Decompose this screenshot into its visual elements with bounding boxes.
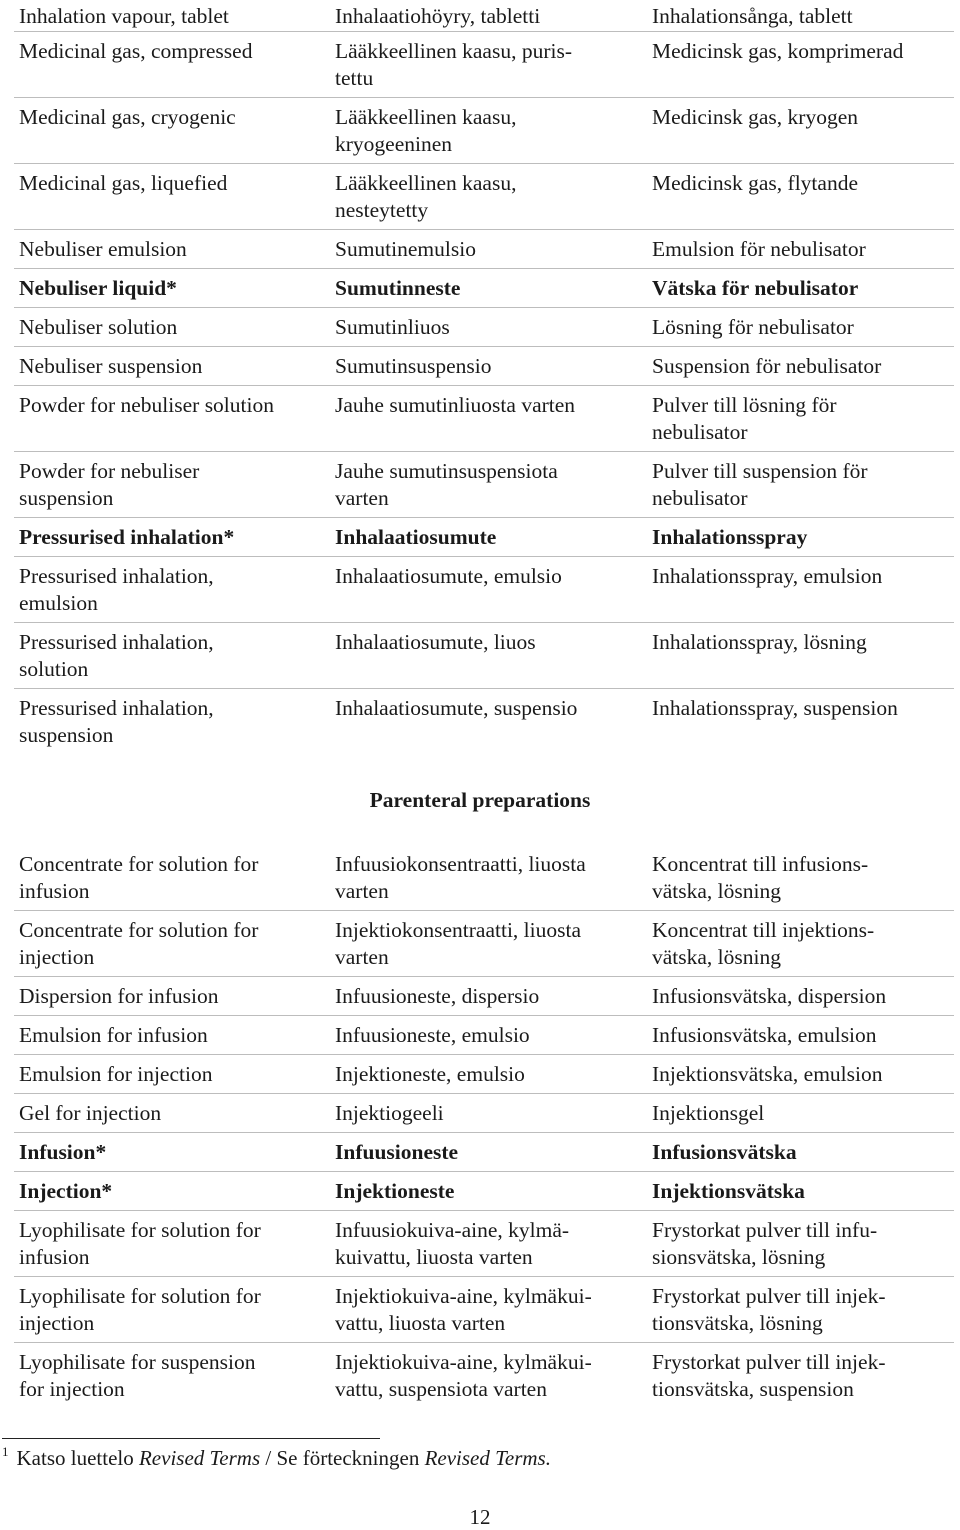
table-row <box>14 689 954 755</box>
cell-swedish: Lösning för nebulisator <box>652 315 854 339</box>
inhalation-table <box>14 0 954 755</box>
table-row <box>14 1133 954 1172</box>
table-row <box>14 269 954 308</box>
table-row <box>14 452 954 518</box>
table-row <box>14 1172 954 1211</box>
cell-swedish: Inhalationsspray, lösning <box>652 630 867 654</box>
cell-english: Emulsion for injection <box>19 1062 213 1086</box>
cell-english: Powder for nebuliser solution <box>19 393 274 417</box>
cell-finnish: Inhalaatiosumute <box>335 525 497 549</box>
cell-swedish: Injektionsvätska <box>652 1179 805 1203</box>
table-row <box>14 230 954 269</box>
table-row <box>14 347 954 386</box>
table-row <box>14 0 954 32</box>
footnote-italic-b: Revised Terms. <box>424 1446 551 1470</box>
cell-swedish: Injektionsgel <box>652 1101 765 1125</box>
cell-finnish: Lääkkeellinen kaasu, nesteytetty <box>335 171 517 222</box>
cell-swedish: Infusionsvätska <box>652 1140 797 1164</box>
cell-finnish: Infuusiokuiva-aine, kylmä- kuivattu, liuosta varten <box>335 1218 570 1269</box>
cell-finnish: Sumutinemulsio <box>335 237 476 261</box>
footnote-text-a: Katso luettelo <box>16 1446 139 1470</box>
table-row <box>14 1343 954 1409</box>
table-row <box>14 1277 954 1343</box>
cell-english: Pressurised inhalation, suspension <box>19 696 214 747</box>
cell-swedish: Frystorkat pulver till infu- sionsvätska, lösning <box>652 1218 878 1269</box>
footnote-italic-a: Revised Terms <box>138 1446 261 1470</box>
cell-swedish: Inhalationsspray, suspension <box>652 696 898 720</box>
cell-english: Pressurised inhalation* <box>19 525 235 549</box>
cell-swedish: Pulver till suspension för nebulisator <box>652 459 868 510</box>
cell-finnish: Inhalaatiosumute, suspensio <box>335 696 578 720</box>
section-title: Parenteral preparations <box>369 788 591 812</box>
cell-swedish: Medicinsk gas, komprimerad <box>652 39 904 63</box>
cell-swedish: Inhalationsspray <box>652 525 808 549</box>
cell-finnish: Injektiokonsentraatti, liuosta varten <box>335 918 582 969</box>
table-row <box>14 557 954 623</box>
cell-finnish: Inhalaatiohöyry, tabletti <box>335 4 541 28</box>
cell-finnish: Injektiogeeli <box>335 1101 444 1125</box>
cell-swedish: Koncentrat till injektions- vätska, lösning <box>652 918 875 969</box>
cell-english: Inhalation vapour, tablet <box>19 4 229 28</box>
footnote-rule <box>2 1438 380 1439</box>
parenteral-table <box>14 845 954 1409</box>
cell-swedish: Vätska för nebulisator <box>652 276 859 300</box>
table-row <box>14 1211 954 1277</box>
cell-swedish: Medicinsk gas, kryogen <box>652 105 859 129</box>
cell-swedish: Suspension för nebulisator <box>652 354 882 378</box>
cell-english: Pressurised inhalation, solution <box>19 630 214 681</box>
cell-finnish: Jauhe sumutinliuosta varten <box>335 393 576 417</box>
cell-english: Nebuliser solution <box>19 315 178 339</box>
cell-finnish: Lääkkeellinen kaasu, puris- tettu <box>335 39 573 90</box>
cell-swedish: Koncentrat till infusions- vätska, lösning <box>652 852 869 903</box>
cell-finnish: Infuusioneste, emulsio <box>335 1023 530 1047</box>
cell-english: Nebuliser liquid* <box>19 276 177 300</box>
cell-finnish: Infuusiokonsentraatti, liuosta varten <box>335 852 586 903</box>
cell-english: Emulsion for infusion <box>19 1023 208 1047</box>
cell-swedish: Medicinsk gas, flytande <box>652 171 858 195</box>
cell-swedish: Injektionsvätska, emulsion <box>652 1062 883 1086</box>
cell-english: Concentrate for solution for infusion <box>19 852 259 903</box>
cell-finnish: Injektiokuiva-aine, kylmäkui- vattu, suspensiota varten <box>335 1350 592 1401</box>
table-row <box>14 308 954 347</box>
cell-swedish: Frystorkat pulver till injek- tionsvätska, suspension <box>652 1350 886 1401</box>
cell-finnish: Sumutinneste <box>335 276 461 300</box>
cell-english: Nebuliser emulsion <box>19 237 187 261</box>
table-row <box>14 386 954 452</box>
cell-english: Pressurised inhalation, emulsion <box>19 564 214 615</box>
cell-finnish: Injektiokuiva-aine, kylmäkui- vattu, liuosta varten <box>335 1284 592 1335</box>
cell-english: Lyophilisate for suspension for injection <box>19 1350 256 1401</box>
cell-finnish: Infuusioneste, dispersio <box>335 984 540 1008</box>
cell-finnish: Jauhe sumutinsuspensiota varten <box>335 459 558 510</box>
table-row <box>14 1094 954 1133</box>
cell-swedish: Inhalationsspray, emulsion <box>652 564 883 588</box>
cell-swedish: Pulver till lösning för nebulisator <box>652 393 837 444</box>
table-row <box>14 911 954 977</box>
cell-english: Powder for nebuliser suspension <box>19 459 200 510</box>
table-row <box>14 1016 954 1055</box>
cell-swedish: Inhalationsånga, tablett <box>652 4 853 28</box>
table-row <box>14 845 954 911</box>
cell-english: Medicinal gas, liquefied <box>19 171 228 195</box>
cell-english: Injection* <box>19 1179 113 1203</box>
table-row <box>14 518 954 557</box>
cell-finnish: Lääkkeellinen kaasu, kryogeeninen <box>335 105 517 156</box>
cell-finnish: Infuusioneste <box>335 1140 459 1164</box>
table-row <box>14 32 954 98</box>
cell-english: Medicinal gas, cryogenic <box>19 105 236 129</box>
table-row <box>14 98 954 164</box>
cell-english: Dispersion for infusion <box>19 984 219 1008</box>
cell-finnish: Injektioneste <box>335 1179 455 1203</box>
cell-english: Infusion* <box>19 1140 107 1164</box>
cell-english: Medicinal gas, compressed <box>19 39 253 63</box>
cell-english: Concentrate for solution for injection <box>19 918 259 969</box>
cell-finnish: Inhalaatiosumute, emulsio <box>335 564 562 588</box>
cell-finnish: Inhalaatiosumute, liuos <box>335 630 536 654</box>
cell-english: Lyophilisate for solution for infusion <box>19 1218 261 1269</box>
cell-swedish: Emulsion för nebulisator <box>652 237 866 261</box>
table-row <box>14 977 954 1016</box>
cell-swedish: Frystorkat pulver till injek- tionsvätska, lösning <box>652 1284 886 1335</box>
footnote-marker: 1 <box>2 1444 9 1459</box>
cell-english: Gel for injection <box>19 1101 162 1125</box>
cell-swedish: Infusionsvätska, dispersion <box>652 984 887 1008</box>
cell-finnish: Sumutinsuspensio <box>335 354 492 378</box>
cell-swedish: Infusionsvätska, emulsion <box>652 1023 877 1047</box>
page-number: 12 <box>469 1505 491 1529</box>
footnote-text-b: / Se förteckningen <box>260 1446 425 1470</box>
cell-finnish: Sumutinliuos <box>335 315 450 339</box>
table-row <box>14 164 954 230</box>
table-row <box>14 623 954 689</box>
table-row <box>14 1055 954 1094</box>
cell-english: Nebuliser suspension <box>19 354 203 378</box>
footnote <box>2 1444 551 1471</box>
cell-english: Lyophilisate for solution for injection <box>19 1284 261 1335</box>
cell-finnish: Injektioneste, emulsio <box>335 1062 525 1086</box>
